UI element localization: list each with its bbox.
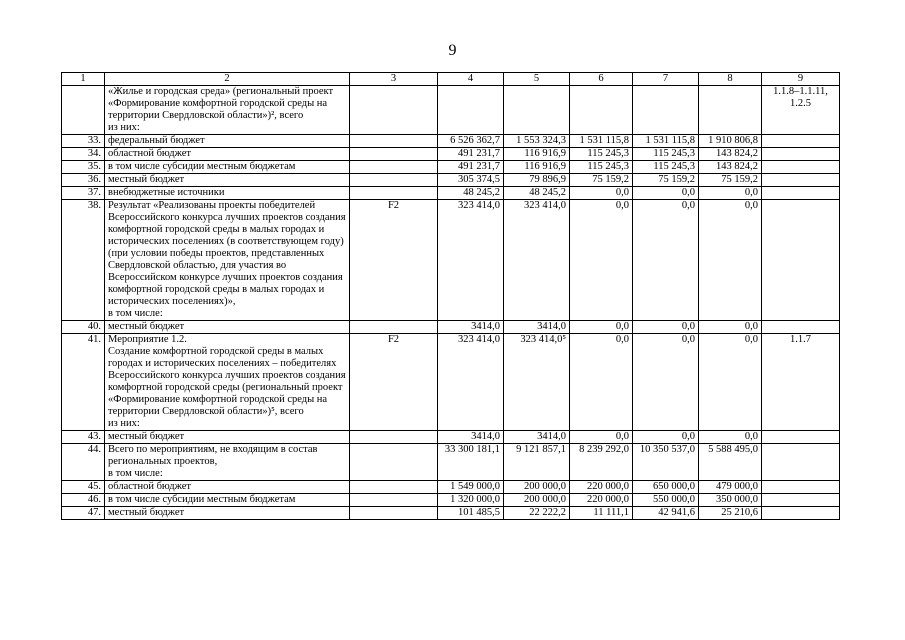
- value-total: 33 300 181,1: [438, 444, 504, 481]
- row-description: областной бюджет: [105, 148, 350, 161]
- value-year-2: 0,0: [570, 200, 633, 321]
- value-year-4: 479 000,0: [699, 481, 762, 494]
- row-code: [350, 431, 438, 444]
- row-number: 35.: [62, 161, 105, 174]
- row-description: в том числе субсидии местным бюджетам: [105, 161, 350, 174]
- table-row: [62, 321, 840, 334]
- row-number: 33.: [62, 135, 105, 148]
- value-year-2: 115 245,3: [570, 161, 633, 174]
- value-year-4: 0,0: [699, 334, 762, 431]
- value-year-2: 220 000,0: [570, 481, 633, 494]
- value-total: 491 231,7: [438, 161, 504, 174]
- value-year-1: [504, 86, 570, 135]
- value-year-4: 350 000,0: [699, 494, 762, 507]
- value-year-4: 0,0: [699, 187, 762, 200]
- target-ref: [762, 174, 840, 187]
- table-row: [62, 444, 840, 481]
- row-number: 36.: [62, 174, 105, 187]
- value-year-3: 115 245,3: [633, 148, 699, 161]
- value-year-3: 0,0: [633, 200, 699, 321]
- table-row: [62, 200, 840, 321]
- value-total: 1 549 000,0: [438, 481, 504, 494]
- value-year-1: 3414,0: [504, 431, 570, 444]
- row-code: [350, 494, 438, 507]
- row-description: местный бюджет: [105, 507, 350, 520]
- row-code: F2: [350, 200, 438, 321]
- target-ref: [762, 444, 840, 481]
- value-total: 491 231,7: [438, 148, 504, 161]
- row-description: областной бюджет: [105, 481, 350, 494]
- row-description: федеральный бюджет: [105, 135, 350, 148]
- value-total: 323 414,0: [438, 200, 504, 321]
- value-total: 305 374,5: [438, 174, 504, 187]
- row-number: 46.: [62, 494, 105, 507]
- value-total: 3414,0: [438, 431, 504, 444]
- row-description: внебюджетные источники: [105, 187, 350, 200]
- value-year-1: 3414,0: [504, 321, 570, 334]
- value-year-1: 1 553 324,3: [504, 135, 570, 148]
- value-year-4: 143 824,2: [699, 148, 762, 161]
- header-cell: 4: [438, 73, 504, 86]
- value-year-1: 116 916,9: [504, 148, 570, 161]
- value-year-3: 0,0: [633, 431, 699, 444]
- value-year-2: 0,0: [570, 321, 633, 334]
- header-cell: 6: [570, 73, 633, 86]
- target-ref: [762, 507, 840, 520]
- table-row: [62, 187, 840, 200]
- row-description: местный бюджет: [105, 321, 350, 334]
- header-cell: 8: [699, 73, 762, 86]
- row-description: Результат «Реализованы проекты победителей Всероссийского конкурса лучших проектов создания комфортной городской среды в малых городах и исторических поселениях (в соответствующем году) (при условии победы проектов, представленных Свердловской областью, для участия во Всероссийском конкурсе лучших проектов создания комфортной городской среды в малых городах и исторических поселениях)», в том числе:: [105, 200, 350, 321]
- table-row: [62, 86, 840, 135]
- value-year-3: 42 941,6: [633, 507, 699, 520]
- value-year-2: 220 000,0: [570, 494, 633, 507]
- row-description: «Жилье и городская среда» (региональный проект «Формирование комфортной городской среды на территории Свердловской области»)², всего из них:: [105, 86, 350, 135]
- row-number: 45.: [62, 481, 105, 494]
- target-ref: 1.1.8–1.1.11, 1.2.5: [762, 86, 840, 135]
- row-code: [350, 161, 438, 174]
- value-year-1: 79 896,9: [504, 174, 570, 187]
- value-total: 1 320 000,0: [438, 494, 504, 507]
- table-row: [62, 174, 840, 187]
- header-cell: 3: [350, 73, 438, 86]
- row-description: местный бюджет: [105, 431, 350, 444]
- row-description: в том числе субсидии местным бюджетам: [105, 494, 350, 507]
- value-year-2: 0,0: [570, 334, 633, 431]
- table-row: [62, 148, 840, 161]
- value-year-4: [699, 86, 762, 135]
- value-year-2: 0,0: [570, 187, 633, 200]
- value-year-4: 0,0: [699, 321, 762, 334]
- header-cell: 5: [504, 73, 570, 86]
- target-ref: [762, 135, 840, 148]
- table-row: [62, 481, 840, 494]
- row-code: [350, 321, 438, 334]
- value-year-2: 115 245,3: [570, 148, 633, 161]
- row-code: [350, 174, 438, 187]
- table-row: [62, 494, 840, 507]
- row-code: [350, 187, 438, 200]
- row-number: 37.: [62, 187, 105, 200]
- value-year-2: 1 531 115,8: [570, 135, 633, 148]
- row-number: 47.: [62, 507, 105, 520]
- value-year-1: 200 000,0: [504, 481, 570, 494]
- target-ref: [762, 321, 840, 334]
- row-code: [350, 135, 438, 148]
- row-number: 41.: [62, 334, 105, 431]
- target-ref: [762, 431, 840, 444]
- row-code: F2: [350, 334, 438, 431]
- value-year-1: 323 414,0: [504, 200, 570, 321]
- value-year-1: 9 121 857,1: [504, 444, 570, 481]
- row-number: 44.: [62, 444, 105, 481]
- value-year-3: 115 245,3: [633, 161, 699, 174]
- value-year-2: [570, 86, 633, 135]
- value-year-3: 0,0: [633, 321, 699, 334]
- row-number: 34.: [62, 148, 105, 161]
- value-year-2: 0,0: [570, 431, 633, 444]
- page-number: 9: [448, 42, 457, 59]
- value-year-3: 0,0: [633, 334, 699, 431]
- value-year-4: 1 910 806,8: [699, 135, 762, 148]
- row-code: [350, 148, 438, 161]
- value-total: 6 526 362,7: [438, 135, 504, 148]
- row-code: [350, 507, 438, 520]
- row-description: местный бюджет: [105, 174, 350, 187]
- value-year-4: 25 210,6: [699, 507, 762, 520]
- table-row: [62, 334, 840, 431]
- value-total: 3414,0: [438, 321, 504, 334]
- table-row: [62, 161, 840, 174]
- value-year-1: 116 916,9: [504, 161, 570, 174]
- value-total: 323 414,0: [438, 334, 504, 431]
- header-cell: 2: [105, 73, 350, 86]
- header-cell: 9: [762, 73, 840, 86]
- value-year-4: 0,0: [699, 200, 762, 321]
- header-cell: 1: [62, 73, 105, 86]
- value-year-4: 5 588 495,0: [699, 444, 762, 481]
- value-year-3: 75 159,2: [633, 174, 699, 187]
- target-ref: [762, 481, 840, 494]
- value-year-2: 8 239 292,0: [570, 444, 633, 481]
- table-row: [62, 507, 840, 520]
- value-year-3: [633, 86, 699, 135]
- value-year-2: 75 159,2: [570, 174, 633, 187]
- target-ref: [762, 494, 840, 507]
- target-ref: [762, 200, 840, 321]
- header-cell: 7: [633, 73, 699, 86]
- target-ref: [762, 148, 840, 161]
- row-code: [350, 86, 438, 135]
- target-ref: [762, 187, 840, 200]
- value-year-1: 200 000,0: [504, 494, 570, 507]
- value-year-3: 1 531 115,8: [633, 135, 699, 148]
- value-year-4: 75 159,2: [699, 174, 762, 187]
- row-number: 40.: [62, 321, 105, 334]
- row-number: [62, 86, 105, 135]
- budget-table: [61, 72, 840, 520]
- row-code: [350, 444, 438, 481]
- value-total: 48 245,2: [438, 187, 504, 200]
- target-ref: 1.1.7: [762, 334, 840, 431]
- row-number: 43.: [62, 431, 105, 444]
- target-ref: [762, 161, 840, 174]
- row-number: 38.: [62, 200, 105, 321]
- value-total: [438, 86, 504, 135]
- value-year-1: 22 222,2: [504, 507, 570, 520]
- row-code: [350, 481, 438, 494]
- value-year-1: 323 414,0⁵: [504, 334, 570, 431]
- value-year-3: 10 350 537,0: [633, 444, 699, 481]
- value-total: 101 485,5: [438, 507, 504, 520]
- row-description: Всего по мероприятиям, не входящим в состав региональных проектов, в том числе:: [105, 444, 350, 481]
- value-year-1: 48 245,2: [504, 187, 570, 200]
- value-year-4: 0,0: [699, 431, 762, 444]
- header-row: [62, 73, 840, 86]
- value-year-3: 550 000,0: [633, 494, 699, 507]
- table-row: [62, 431, 840, 444]
- value-year-4: 143 824,2: [699, 161, 762, 174]
- value-year-3: 0,0: [633, 187, 699, 200]
- value-year-3: 650 000,0: [633, 481, 699, 494]
- value-year-2: 11 111,1: [570, 507, 633, 520]
- table-row: [62, 135, 840, 148]
- row-description: Мероприятие 1.2. Создание комфортной городской среды в малых городах и исторических поселениях – победителях Всероссийского конкурса лучших проектов создания комфортной городской среды (региональный проект «Формирование комфортной городской среды на территории Свердловской области»)⁵, всего из них:: [105, 334, 350, 431]
